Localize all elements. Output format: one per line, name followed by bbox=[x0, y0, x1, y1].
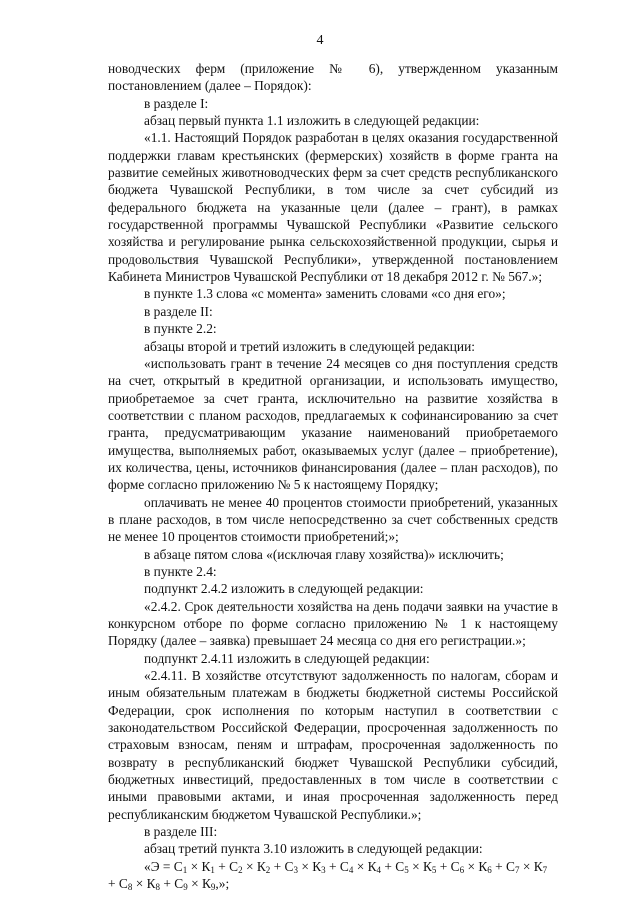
formula-times: × bbox=[353, 858, 368, 874]
formula-coefficient-index: 5 bbox=[404, 864, 409, 875]
formula-times: × bbox=[132, 876, 147, 892]
formula-times: × bbox=[242, 858, 257, 874]
formula-coefficient-index: 8 bbox=[127, 882, 133, 893]
formula-criterion: К bbox=[201, 876, 211, 892]
formula-times: × bbox=[187, 876, 202, 892]
formula-criterion-index: 5 bbox=[431, 864, 437, 875]
formula-plus: + bbox=[436, 858, 451, 874]
paragraph-clause-1-1-text: «1.1. Настоящий Порядок разработан в целях оказания государственной поддержки главам крестьянских (фермерских) хозяйств в форме гранта на развитие семейных животноводческих ферм за счет средств республиканского бюджета Чувашской Республики, в том числе за счет субсидий из федерального бюджета на указанные цели (далее – грант), в рамках государственной программы Чувашской Республики «Развитие сельского хозяйства и регулирование рынка сельскохозяйственной продукции, сырья и продовольствия Чувашской Республики», утвержденной постановлением Кабинета Министров Чувашской Республики от 18 декабря 2012 г. № 567.»; bbox=[108, 130, 558, 285]
document-body bbox=[108, 60, 558, 893]
paragraph-clause-1-3: в пункте 1.3 слова «с момента» заменить словами «со дня его»; bbox=[144, 286, 506, 302]
formula-coefficient: С bbox=[174, 876, 184, 892]
paragraph-section-3: в разделе III: bbox=[144, 824, 218, 840]
paragraph-sub-2-4-2-text: «2.4.2. Срок деятельности хозяйства на день подачи заявки на участие в конкурсном отборе по форме согласно приложению № 1 к настоящему Порядку (далее – заявка) превышает 24 месяца со дня его регистрации.»; bbox=[108, 598, 558, 649]
paragraph-section-2: в разделе II: bbox=[144, 303, 213, 319]
formula-coefficient: С bbox=[450, 858, 460, 874]
formula-criterion-index: 9 bbox=[210, 882, 216, 893]
paragraph-clause-2-2-intro: абзацы второй и третий изложить в следующей редакции: bbox=[144, 338, 475, 354]
formula-criterion-index: 4 bbox=[376, 864, 382, 875]
formula-plus: + bbox=[108, 876, 119, 892]
formula-times: × bbox=[187, 858, 202, 874]
formula-criterion-index: 1 bbox=[210, 864, 215, 875]
paragraph-clause-2-2: в пункте 2.2: bbox=[144, 321, 217, 337]
paragraph-continuation: новодческих ферм (приложение № 6), утвержденном указанным постановлением (далее – Порядок): bbox=[108, 61, 558, 94]
formula-coefficient-index: 9 bbox=[183, 882, 188, 893]
paragraph-clause-3-10-intro: абзац третий пункта 3.10 изложить в следующей редакции: bbox=[144, 841, 483, 857]
paragraph-section-1: в разделе I: bbox=[144, 95, 209, 111]
formula-coefficient: С bbox=[118, 876, 128, 892]
formula-plus: + bbox=[491, 858, 507, 874]
paragraph-grant-use: «использовать грант в течение 24 месяцев со дня поступления средств на счет, открытый в кредитной организации, и использовать имущество, приобретаемое за счет гранта, исключительно на развитие хозяйства в соответствии с планом расходов, предлагаемых к софинансированию за счет гранта, предусматривающим указание наименований приобретаемого имущества, выполняемых работ, оказываемых услуг (далее – приобретение), их количества, цены, источников финансирования (далее – план расходов), по форме согласно приложению № 5 к настоящему Порядку; bbox=[108, 355, 558, 493]
formula-coefficient: С bbox=[229, 858, 239, 874]
formula-criterion: К bbox=[146, 876, 156, 892]
paragraph-sub-2-4-11-intro: подпункт 2.4.11 изложить в следующей редакции: bbox=[144, 650, 430, 666]
formula-times: × bbox=[464, 858, 479, 874]
formula-plus: + bbox=[214, 858, 230, 874]
formula-coefficient: С bbox=[339, 858, 349, 874]
formula-plus: + bbox=[325, 858, 340, 874]
formula-criterion: К bbox=[312, 858, 322, 874]
formula-criterion: К bbox=[422, 858, 432, 874]
formula-close: ,»; bbox=[215, 876, 230, 892]
formula-criterion: К bbox=[256, 858, 266, 874]
formula-coefficient-index: 3 bbox=[293, 864, 298, 875]
formula-coefficient-index: 1 bbox=[182, 864, 188, 875]
formula-criterion-index: 7 bbox=[542, 864, 548, 875]
formula-coefficient-index: 2 bbox=[238, 864, 243, 875]
formula-coefficient: С bbox=[506, 858, 515, 874]
formula-times: × bbox=[519, 858, 534, 874]
formula-criterion-index: 2 bbox=[265, 864, 271, 875]
formula-plus: + bbox=[381, 858, 396, 874]
formula-coefficient: С bbox=[395, 858, 405, 874]
formula-times: × bbox=[408, 858, 423, 874]
efficiency-formula bbox=[108, 858, 558, 893]
paragraph-sub-2-4-11-text: «2.4.11. В хозяйстве отсутствуют задолженность по налогам, сборам и иным обязательным платежам в бюджеты бюджетной системы Российской Федерации, срок исполнения по которым наступил в соответствии с законодательством Российской Федерации, просроченная задолженность по страховым взносам, пеням и штрафам, просроченная задолженность по возврату в республиканский бюджет Чувашской Республики субсидий, бюджетных инвестиций, предоставленных в том числе в соответствии с иными правовыми актами, и иная просроченная задолженность перед республиканским бюджетом Чувашской Республики.»; bbox=[108, 668, 558, 822]
formula-coefficient-index: 7 bbox=[514, 864, 520, 875]
formula-criterion: К bbox=[533, 858, 543, 874]
formula-coefficient: С bbox=[284, 858, 294, 874]
formula-criterion: К bbox=[367, 858, 377, 874]
formula-criterion: К bbox=[478, 858, 488, 874]
page-number: 4 bbox=[316, 33, 324, 48]
paragraph-clause-1-1-intro: абзац первый пункта 1.1 изложить в следующей редакции: bbox=[144, 113, 480, 129]
paragraph-payment: оплачивать не менее 40 процентов стоимости приобретений, указанных в плане расходов, в том числе непосредственно за счет собственных средств не менее 10 процентов стоимости приобретений;»; bbox=[108, 494, 558, 545]
paragraph-fifth-abzac: в абзаце пятом слова «(исключая главу хозяйства)» исключить; bbox=[144, 546, 504, 562]
paragraph-clause-2-4: в пункте 2.4: bbox=[144, 563, 217, 579]
formula-criterion-index: 8 bbox=[155, 882, 161, 893]
formula-coefficient-index: 4 bbox=[348, 864, 354, 875]
formula-open: «Э = bbox=[144, 858, 174, 874]
formula-criterion: К bbox=[201, 858, 211, 874]
formula-criterion-index: 3 bbox=[321, 864, 326, 875]
formula-times: × bbox=[297, 858, 313, 874]
formula-coefficient-index: 6 bbox=[459, 864, 465, 875]
formula-coefficient: С bbox=[173, 858, 183, 874]
formula-plus: + bbox=[160, 876, 175, 892]
formula-plus: + bbox=[270, 858, 285, 874]
formula-criterion-index: 6 bbox=[487, 864, 492, 875]
paragraph-sub-2-4-2-intro: подпункт 2.4.2 изложить в следующей редакции: bbox=[144, 581, 424, 597]
